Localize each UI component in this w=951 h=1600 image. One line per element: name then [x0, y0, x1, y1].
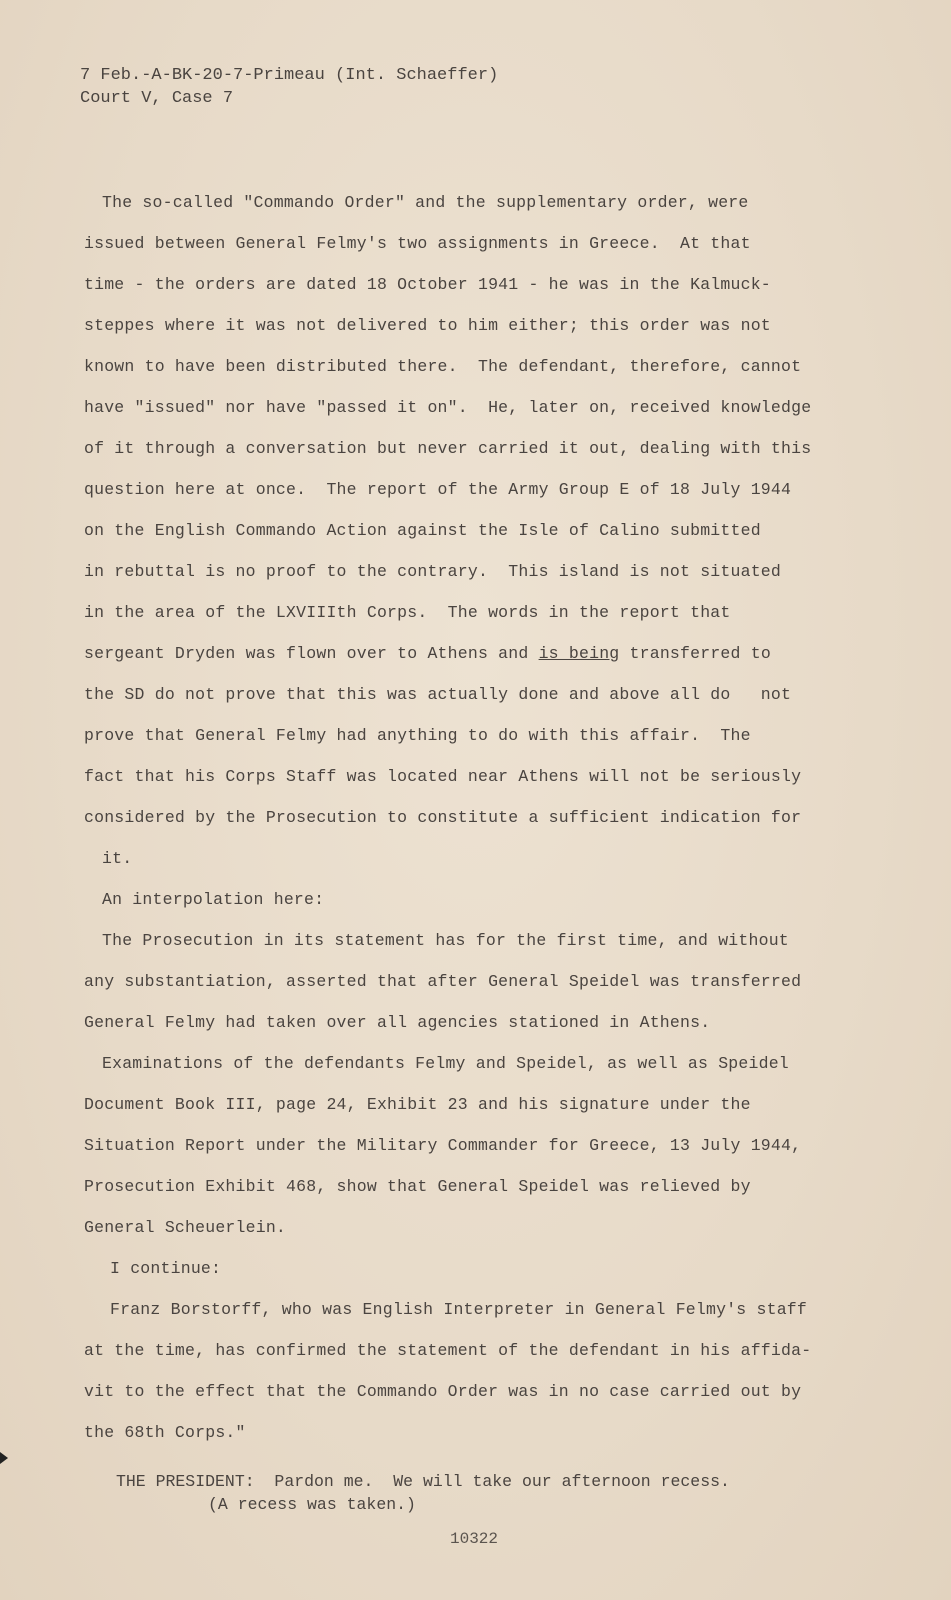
header-line-2: Court V, Case 7 — [80, 89, 234, 108]
text-line: in the area of the LXVIIIth Corps. The words in the report that — [84, 603, 731, 622]
text-line: General Scheuerlein. — [84, 1218, 287, 1237]
text-line: on the English Commando Action against the Isle of Calino submitted — [84, 521, 761, 540]
text-line: The Prosecution in its statement has for the first time, and without — [102, 931, 789, 950]
text-line: at the time, has confirmed the statement of the defendant in his affida- — [84, 1341, 812, 1360]
text-line: of it through a conversation but never carried it out, dealing with this — [84, 439, 812, 458]
text-line: fact that his Corps Staff was located near Athens will not be seriously — [84, 767, 802, 786]
text-line: any substantiation, asserted that after General Speidel was transferred — [84, 972, 802, 991]
text-span: transferred to — [619, 644, 771, 663]
president-line: THE PRESIDENT: Pardon me. We will take our afternoon recess. — [116, 1472, 730, 1491]
text-line: vit to the effect that the Commando Order was in no case carried out by — [84, 1382, 802, 1401]
text-line: in rebuttal is no proof to the contrary. This island is not situated — [84, 562, 782, 581]
text-line: question here at once. The report of the Army Group E of 18 July 1944 — [84, 480, 792, 499]
president-remark — [116, 1470, 730, 1516]
text-line: prove that General Felmy had anything to do with this affair. The — [84, 726, 751, 745]
margin-arrow-icon — [0, 1452, 8, 1464]
text-line: Situation Report under the Military Commander for Greece, 13 July 1944, — [84, 1136, 802, 1155]
text-span: sergeant Dryden was flown over to Athens and — [84, 644, 539, 663]
text-line: it. — [102, 849, 133, 868]
text-line-underlined — [84, 633, 824, 674]
underlined-phrase: is being — [538, 644, 620, 663]
text-line: considered by the Prosecution to constitute a sufficient indication for — [84, 808, 802, 827]
text-line: The so-called "Commando Order" and the supplementary order, were — [102, 193, 749, 212]
text-line: time - the orders are dated 18 October 1941 - he was in the Kalmuck- — [84, 275, 771, 294]
text-line: issued between General Felmy's two assignments in Greece. At that — [84, 234, 751, 253]
text-line: steppes where it was not delivered to him either; this order was not — [84, 316, 771, 335]
document-header — [80, 64, 498, 110]
text-line: the 68th Corps." — [84, 1423, 246, 1442]
header-line-1: 7 Feb.-A-BK-20-7-Primeau (Int. Schaeffer) — [80, 66, 499, 85]
text-line: have "issued" nor have "passed it on". He, later on, received knowledge — [84, 398, 812, 417]
text-line: known to have been distributed there. The defendant, therefore, cannot — [84, 357, 802, 376]
text-line: Examinations of the defendants Felmy and Speidel, as well as Speidel — [102, 1054, 789, 1073]
body-text — [84, 182, 824, 1453]
text-line: I continue: — [110, 1259, 222, 1278]
text-line: An interpolation here: — [102, 890, 325, 909]
page-number: 10322 — [450, 1530, 499, 1548]
text-line: the SD do not prove that this was actually done and above all do not — [84, 685, 792, 704]
text-line: General Felmy had taken over all agencies stationed in Athens. — [84, 1013, 711, 1032]
text-line: Document Book III, page 24, Exhibit 23 and his signature under the — [84, 1095, 751, 1114]
text-line: Prosecution Exhibit 468, show that General Speidel was relieved by — [84, 1177, 751, 1196]
text-line: Franz Borstorff, who was English Interpreter in General Felmy's staff — [110, 1300, 808, 1319]
recess-note: (A recess was taken.) — [208, 1495, 416, 1514]
